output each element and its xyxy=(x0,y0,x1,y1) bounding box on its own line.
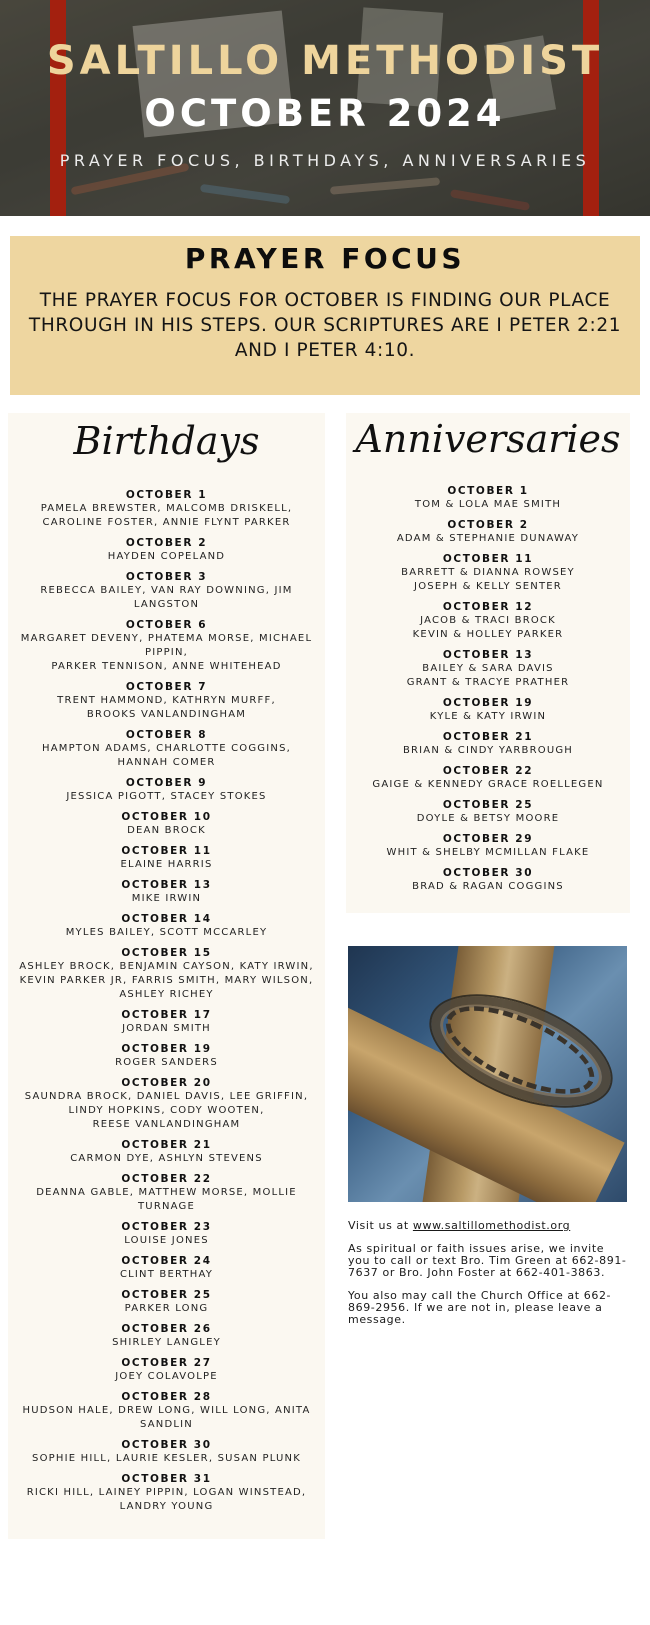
prayer-focus-text: THE PRAYER FOCUS FOR OCTOBER IS FINDING OUR PLACE THROUGH IN HIS STEPS. OUR SCRIPTURES ARE I PETER 2:21 AND I PETER 4:10. xyxy=(28,290,622,361)
list-item xyxy=(346,798,630,826)
entry-names: JORDAN SMITH xyxy=(122,1023,211,1034)
entry-date: OCTOBER 28 xyxy=(121,1391,212,1403)
entry-names: MIKE IRWIN xyxy=(131,893,202,904)
entry-names: PARKER LONG xyxy=(124,1303,209,1314)
entry-names: ROGER SANDERS xyxy=(115,1057,218,1068)
list-item xyxy=(346,518,630,546)
entry-names: SAUNDRA BROCK, DANIEL DAVIS, LEE GRIFFIN, LINDY HOPKINS, CODY WOOTEN, REESE VANLANDINGHAM xyxy=(24,1091,309,1130)
entry-date: OCTOBER 9 xyxy=(125,777,208,789)
list-item xyxy=(346,866,630,894)
list-item xyxy=(346,648,630,690)
anniversaries-title: Anniversaries xyxy=(355,417,621,461)
list-item xyxy=(8,1254,325,1282)
prayer-focus-heading: PRAYER FOCUS xyxy=(184,242,466,275)
entry-names: HAYDEN COPELAND xyxy=(107,551,226,562)
entry-date: OCTOBER 23 xyxy=(121,1221,212,1233)
entry-date: OCTOBER 17 xyxy=(121,1009,212,1021)
list-item xyxy=(8,878,325,906)
entry-date: OCTOBER 10 xyxy=(121,811,212,823)
birthdays-panel xyxy=(8,413,325,1539)
entry-date: OCTOBER 30 xyxy=(442,867,534,879)
list-item xyxy=(8,618,325,674)
church-name: SALTILLO METHODIST xyxy=(46,38,604,84)
list-item xyxy=(8,1042,325,1070)
list-item xyxy=(8,1472,325,1514)
entry-names: LOUISE JONES xyxy=(124,1235,209,1246)
list-item xyxy=(8,1076,325,1132)
list-item xyxy=(8,1172,325,1214)
list-item xyxy=(8,1220,325,1248)
entry-names: ADAM & STEPHANIE DUNAWAY xyxy=(396,533,580,544)
entry-date: OCTOBER 22 xyxy=(121,1173,212,1185)
contact-info xyxy=(348,1220,628,1337)
list-item xyxy=(8,488,325,530)
entry-names: JOEY COLAVOLPE xyxy=(115,1371,218,1382)
church-office-text: You also may call the Church Office at 662-869-2956. If we are not in, please leave a message. xyxy=(348,1289,612,1326)
entry-date: OCTOBER 19 xyxy=(121,1043,212,1055)
entry-date: OCTOBER 14 xyxy=(121,913,212,925)
list-item xyxy=(8,728,325,770)
entry-date: OCTOBER 8 xyxy=(125,729,208,741)
entry-names: DEAN BROCK xyxy=(127,825,206,836)
list-item xyxy=(346,832,630,860)
list-item xyxy=(346,764,630,792)
cross-crown-of-thorns-photo xyxy=(348,946,627,1202)
website-link[interactable]: www.saltillomethodist.org xyxy=(412,1219,571,1232)
entry-names: CARMON DYE, ASHLYN STEVENS xyxy=(70,1153,263,1164)
list-item xyxy=(8,810,325,838)
list-item xyxy=(8,1008,325,1036)
list-item xyxy=(8,570,325,612)
entry-date: OCTOBER 21 xyxy=(121,1139,212,1151)
list-item xyxy=(8,1356,325,1384)
birthdays-title: Birthdays xyxy=(73,419,260,463)
birthdays-list xyxy=(8,488,325,1520)
list-item xyxy=(8,680,325,722)
entry-names: GAIGE & KENNEDY GRACE ROELLEGEN xyxy=(372,779,604,790)
entry-date: OCTOBER 29 xyxy=(442,833,534,845)
entry-date: OCTOBER 11 xyxy=(121,845,212,857)
entry-date: OCTOBER 30 xyxy=(121,1439,212,1451)
list-item xyxy=(346,600,630,642)
entry-date: OCTOBER 25 xyxy=(442,799,534,811)
list-item xyxy=(8,1138,325,1166)
entry-names: REBECCA BAILEY, VAN RAY DOWNING, JIM LANGSTON xyxy=(40,585,293,610)
entry-names: HAMPTON ADAMS, CHARLOTTE COGGINS, HANNAH COMER xyxy=(41,743,292,768)
entry-date: OCTOBER 2 xyxy=(125,537,208,549)
anniversaries-panel xyxy=(346,413,630,913)
entry-names: KYLE & KATY IRWIN xyxy=(429,711,547,722)
entry-date: OCTOBER 15 xyxy=(121,947,212,959)
entry-names: DOYLE & BETSY MOORE xyxy=(416,813,560,824)
entry-names: SOPHIE HILL, LAURIE KESLER, SUSAN PLUNK xyxy=(32,1453,301,1464)
entry-date: OCTOBER 1 xyxy=(125,489,208,501)
list-item xyxy=(346,552,630,594)
entry-date: OCTOBER 25 xyxy=(121,1289,212,1301)
list-item xyxy=(8,1438,325,1466)
list-item xyxy=(8,912,325,940)
prayer-focus-box xyxy=(10,236,640,395)
entry-date: OCTOBER 21 xyxy=(442,731,534,743)
entry-date: OCTOBER 31 xyxy=(121,1473,212,1485)
entry-date: OCTOBER 2 xyxy=(447,519,529,531)
entry-date: OCTOBER 3 xyxy=(125,571,208,583)
visit-prefix: Visit us at xyxy=(348,1219,413,1232)
list-item xyxy=(346,484,630,512)
list-item xyxy=(8,844,325,872)
entry-names: TOM & LOLA MAE SMITH xyxy=(414,499,562,510)
entry-names: BAILEY & SARA DAVIS GRANT & TRACYE PRATHER xyxy=(406,663,570,688)
entry-date: OCTOBER 12 xyxy=(442,601,534,613)
entry-date: OCTOBER 27 xyxy=(121,1357,212,1369)
entry-names: MYLES BAILEY, SCOTT MCCARLEY xyxy=(65,927,268,938)
entry-names: TRENT HAMMOND, KATHRYN MURFF, BROOKS VANLANDINGHAM xyxy=(57,695,276,720)
entry-names: WHIT & SHELBY MCMILLAN FLAKE xyxy=(386,847,590,858)
entry-names: MARGARET DEVENY, PHATEMA MORSE, MICHAEL PIPPIN, PARKER TENNISON, ANNE WHITEHEAD xyxy=(20,633,313,672)
visit-line xyxy=(348,1220,628,1232)
entry-names: CLINT BERTHAY xyxy=(119,1269,214,1280)
entry-date: OCTOBER 24 xyxy=(121,1255,212,1267)
entry-names: DEANNA GABLE, MATTHEW MORSE, MOLLIE TURNAGE xyxy=(36,1187,297,1212)
hero-banner xyxy=(0,0,650,216)
entry-date: OCTOBER 13 xyxy=(121,879,212,891)
list-item xyxy=(8,776,325,804)
entry-names: RICKI HILL, LAINEY PIPPIN, LOGAN WINSTEAD, LANDRY YOUNG xyxy=(26,1487,307,1512)
entry-names: HUDSON HALE, DREW LONG, WILL LONG, ANITA SANDLIN xyxy=(22,1405,311,1430)
entry-date: OCTOBER 11 xyxy=(442,553,534,565)
list-item xyxy=(8,536,325,564)
entry-date: OCTOBER 26 xyxy=(121,1323,212,1335)
entry-date: OCTOBER 22 xyxy=(442,765,534,777)
list-item xyxy=(8,946,325,1002)
entry-names: JACOB & TRACI BROCK KEVIN & HOLLEY PARKER xyxy=(412,615,564,640)
list-item xyxy=(346,696,630,724)
entry-names: JESSICA PIGOTT, STACEY STOKES xyxy=(66,791,267,802)
entry-date: OCTOBER 6 xyxy=(125,619,208,631)
entry-names: ELAINE HARRIS xyxy=(120,859,213,870)
entry-names: SHIRLEY LANGLEY xyxy=(112,1337,221,1348)
list-item xyxy=(346,730,630,758)
entry-names: BARRETT & DIANNA ROWSEY JOSEPH & KELLY SENTER xyxy=(401,567,575,592)
month-title: OCTOBER 2024 xyxy=(144,92,506,135)
entry-names: BRIAN & CINDY YARBROUGH xyxy=(402,745,574,756)
entry-date: OCTOBER 13 xyxy=(442,649,534,661)
entry-date: OCTOBER 19 xyxy=(442,697,534,709)
entry-date: OCTOBER 20 xyxy=(121,1077,212,1089)
anniversaries-list xyxy=(346,484,630,900)
list-item xyxy=(8,1288,325,1316)
entry-names: BRAD & RAGAN COGGINS xyxy=(412,881,564,892)
entry-names: ASHLEY BROCK, BENJAMIN CAYSON, KATY IRWIN, KEVIN PARKER JR, FARRIS SMITH, MARY WILSON, ASHLEY RICHEY xyxy=(19,961,314,1000)
entry-names: PAMELA BREWSTER, MALCOMB DRISKELL, CAROLINE FOSTER, ANNIE FLYNT PARKER xyxy=(40,503,293,528)
list-item xyxy=(8,1322,325,1350)
list-item xyxy=(8,1390,325,1432)
faith-issues-text: As spiritual or faith issues arise, we invite you to call or text Bro. Tim Green at 662-891-7637 or Bro. John Foster at 662-401-3863. xyxy=(348,1242,627,1279)
hero-subtitle: PRAYER FOCUS, BIRTHDAYS, ANNIVERSARIES xyxy=(59,151,591,170)
entry-date: OCTOBER 7 xyxy=(125,681,208,693)
entry-date: OCTOBER 1 xyxy=(447,485,529,497)
